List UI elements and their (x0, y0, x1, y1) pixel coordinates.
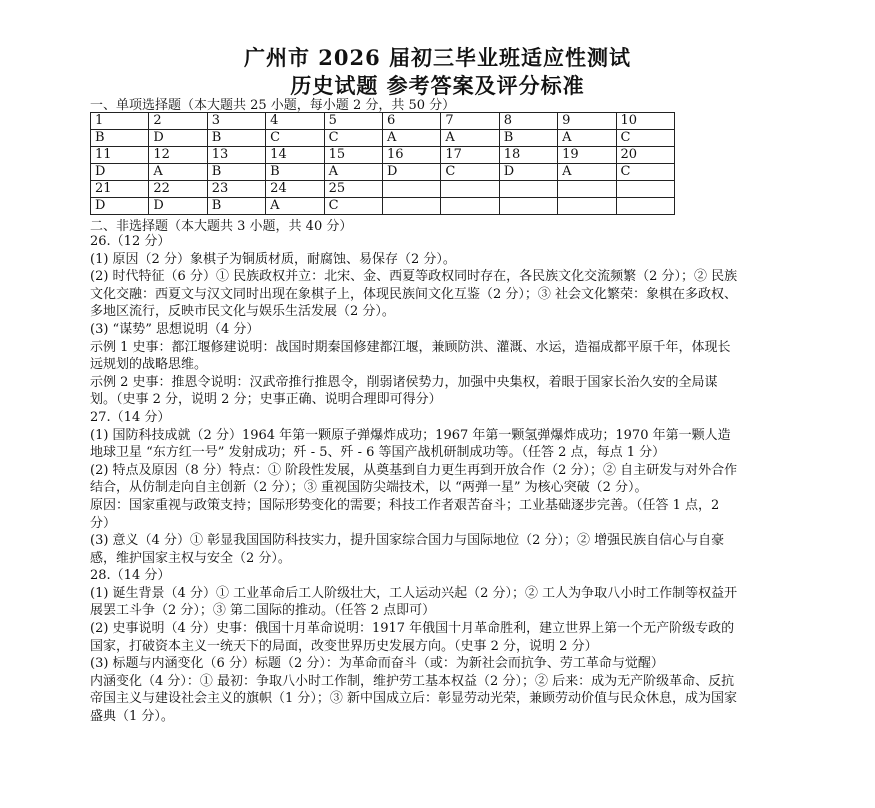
answer-paragraph: 27.（14 分） (90, 409, 171, 425)
table-cell (382, 198, 440, 215)
table-cell: 15 (324, 147, 382, 164)
table-cell: 6 (382, 113, 440, 130)
answer-paragraph: (2) 时代特征（6 分）① 民族政权并立：北宋、金、西夏等政权同时存在，各民族文化交流频繁（2 分）；② 民族文化交融：西夏文与汉文同时出现在象棋子上，体现民族间文化互鉴（2 分）；③ 社会文化繁荣：象棋在多政权、多地区流行，反映市民文化与娱乐生活发展（2 分）。 (90, 269, 738, 320)
answer-paragraph: (3) 意义（4 分）① 彰显我国国防科技实力，提升国家综合国力与国际地位（2 分）；② 增强民族自信心与自豪感，维护国家主权与安全（2 分）。 (90, 533, 725, 566)
table-cell (616, 198, 674, 215)
answer-paragraph: (3) “谋势” 思想说明（4 分） (90, 321, 260, 337)
table-cell: D (382, 164, 440, 181)
answer-paragraph: 原因：国家重视与政策支持；国际形势变化的需要；科技工作者艰苦奋斗；工业基础逐步完善。（任答 1 点，2 分） (90, 497, 720, 531)
table-row (91, 113, 675, 130)
table-cell (558, 198, 616, 215)
answer-table (90, 112, 675, 215)
table-row (91, 181, 675, 198)
table-cell: C (441, 164, 499, 181)
table-cell: 23 (207, 181, 265, 198)
answer-paragraph: (2) 特点及原因（8 分）特点：① 阶段性发展，从奠基到自力更生再到开放合作（2 分）；② 自主研发与对外合作结合，从仿制走向自主创新（2 分）；③ 重视国防尖端技术，以 “两弹一星” 为核心突破（2 分）。 (90, 462, 738, 496)
answer-paragraph: (1) 诞生背景（4 分）① 工业革命后工人阶级壮大，工人运动兴起（2 分）；② 工人为争取八小时工作制等权益开展罢工斗争（2 分）；③ 第二国际的推动。（任答 2 点即可） (90, 585, 738, 619)
table-row (91, 164, 675, 181)
document-subtitle: 历史试题 参考答案及评分标准 (290, 73, 585, 98)
document-title: 广州市 2026 届初三毕业班适应性测试 (243, 45, 632, 70)
table-cell: 14 (266, 147, 324, 164)
table-cell: 16 (382, 147, 440, 164)
table-cell: C (324, 130, 382, 147)
table-cell: C (616, 164, 674, 181)
table-cell: 10 (616, 113, 674, 130)
table-cell: D (91, 198, 149, 215)
answer-paragraph: 26.（12 分） (90, 234, 171, 249)
table-cell: D (149, 130, 207, 147)
table-cell: 19 (558, 147, 616, 164)
table-cell: 3 (207, 113, 265, 130)
table-cell (499, 198, 557, 215)
table-cell: A (382, 130, 440, 147)
table-cell: C (324, 198, 382, 215)
answer-paragraph: 示例 2 史事：推恩令说明：汉武帝推行推恩令，削弱诸侯势力，加强中央集权，着眼于国家长治久安的全局谋划。（史事 2 分，说明 2 分；史事正确、说明合理即可得分） (90, 374, 718, 408)
table-cell: A (266, 198, 324, 215)
table-cell (382, 181, 440, 198)
answer-paragraph: (1) 原因（2 分）象棋子为铜质材质，耐腐蚀、易保存（2 分）。 (90, 251, 456, 267)
table-cell: 18 (499, 147, 557, 164)
table-cell: A (324, 164, 382, 181)
table-cell: B (266, 164, 324, 181)
answer-body (90, 233, 740, 726)
table-cell: 5 (324, 113, 382, 130)
table-cell: B (207, 198, 265, 215)
table-cell: 2 (149, 113, 207, 130)
table-cell: B (91, 130, 149, 147)
table-cell: A (558, 164, 616, 181)
table-cell: 9 (558, 113, 616, 130)
table-cell: 24 (266, 181, 324, 198)
answer-paragraph: 28.（14 分） (90, 568, 171, 584)
table-cell: 1 (91, 113, 149, 130)
table-row (91, 147, 675, 164)
answer-paragraph: (1) 国防科技成就（2 分）1964 年第一颗原子弹爆炸成功；1967 年第一颗氢弹爆炸成功；1970 年第一颗人造地球卫星 “东方红一号” 发射成功；歼 - 5、歼 - 6 等国产战机研制成功等。（任答 2 点，每点 1 分） (90, 427, 731, 461)
table-cell: B (499, 130, 557, 147)
table-cell: A (149, 164, 207, 181)
table-cell: 13 (207, 147, 265, 164)
table-cell: 17 (441, 147, 499, 164)
table-cell: 25 (324, 181, 382, 198)
answer-paragraph: 内涵变化（4 分）：① 最初：争取八小时工作制，维护劳工基本权益（2 分）；② 后来：成为无产阶级革命、反抗帝国主义与建设社会主义的旗帜（1 分）；③ 新中国成立后：彰显劳动光荣，兼顾劳动价值与民众休息，成为国家盛典（1 分）。 (90, 673, 738, 725)
answer-paragraph: 示例 1 史事：都江堰修建说明：战国时期秦国修建都江堰，兼顾防洪、灌溉、水运，造福成都平原千年，体现长远规划的战略思维。 (90, 339, 731, 373)
table-cell: 12 (149, 147, 207, 164)
table-cell: 21 (91, 181, 149, 198)
answer-paragraph: (3) 标题与内涵变化（6 分）标题（2 分）：为革命而奋斗（或：为新社会而抗争、劳工革命与觉醒） (90, 656, 664, 672)
table-cell: C (616, 130, 674, 147)
table-row (91, 198, 675, 215)
table-cell: A (558, 130, 616, 147)
table-cell: A (441, 130, 499, 147)
table-cell: 22 (149, 181, 207, 198)
answer-paragraph: (2) 史事说明（4 分）史事：俄国十月革命说明：1917 年俄国十月革命胜利，建立世界上第一个无产阶级专政的国家，打破资本主义一统天下的局面，改变世界历史发展方向。（史事 2 分，说明 2 分） (90, 621, 735, 654)
table-cell: 11 (91, 147, 149, 164)
section-1-heading: 一、单项选择题（本大题共 25 小题，每小题 2 分，共 50 分） (90, 98, 456, 113)
table-cell: 8 (499, 113, 557, 130)
table-cell: 7 (441, 113, 499, 130)
table-row (91, 130, 675, 147)
table-cell (441, 198, 499, 215)
table-cell: D (499, 164, 557, 181)
table-cell: C (266, 130, 324, 147)
table-cell: B (207, 164, 265, 181)
table-cell (441, 181, 499, 198)
table-cell (616, 181, 674, 198)
table-cell: 4 (266, 113, 324, 130)
section-2-heading: 二、非选择题（本大题共 3 小题，共 40 分） (90, 219, 353, 234)
table-cell: B (207, 130, 265, 147)
table-cell: 20 (616, 147, 674, 164)
table-cell (558, 181, 616, 198)
table-cell: D (91, 164, 149, 181)
table-cell (499, 181, 557, 198)
table-cell: D (149, 198, 207, 215)
